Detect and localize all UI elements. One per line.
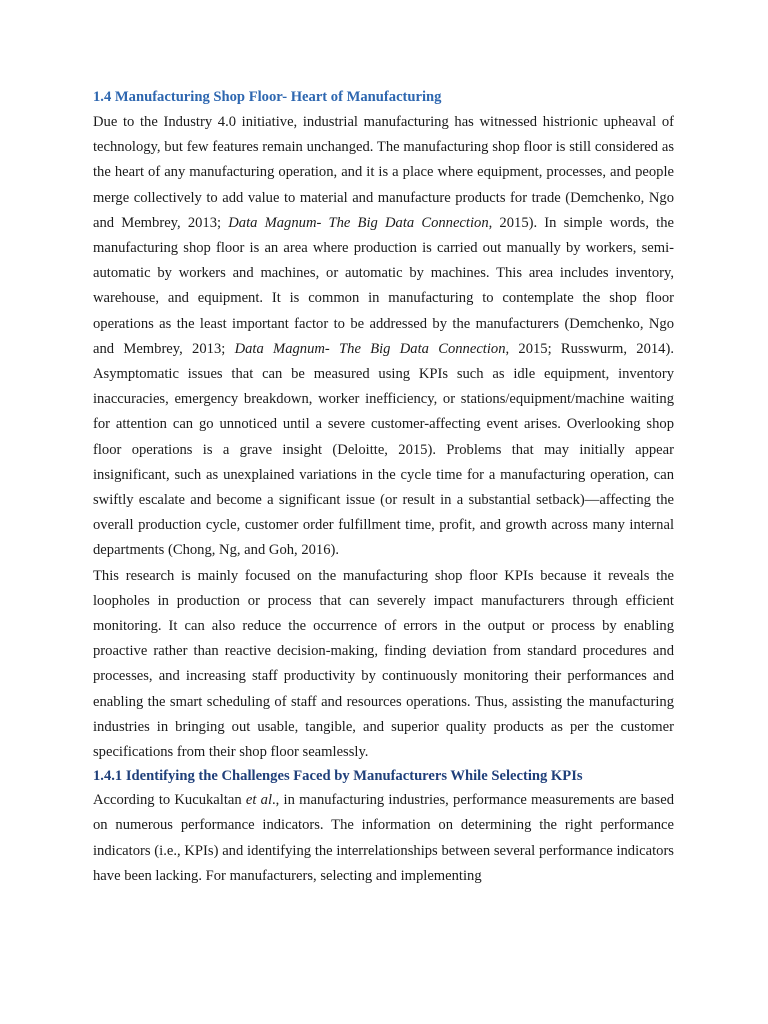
text-run: ., in manufacturing industries, performance measurements are based on numerous performance indicators. The information on determining the right performance indicators (i.e., KPIs) and identifying the interrelationships between several performance indicators have been lacking. For manufacturers, selecting and implementing xyxy=(93,792,674,884)
section-paragraph-1 xyxy=(93,110,674,564)
subsection-heading: 1.4.1 Identifying the Challenges Faced by Manufacturers While Selecting KPIs xyxy=(93,768,583,785)
subsection-paragraph-1 xyxy=(93,788,674,889)
section-paragraph-2: This research is mainly focused on the manufacturing shop floor KPIs because it reveals the loopholes in production or process that can severely impact manufacturers through efficient monitoring. It can also reduce the occurrence of errors in the output or process by enabling proactive rather than reactive decision-making, finding deviation from standard procedures and processes, and increasing staff productivity by continuously monitoring their performances and enabling the smart scheduling of staff and resources operations. Thus, assisting the manufacturing industries in bringing out usable, tangible, and superior quality products as per the customer specifications from their shop floor seamlessly. xyxy=(93,567,674,761)
text-run: Due to the Industry 4.0 initiative, industrial manufacturing has witnessed histrionic upheaval of technology, but few features remain unchanged. The manufacturing shop floor is still considered as the heart of any manufacturing operation, and it is a place where equipment, processes, and people merge collectively to add value to material and manufacture products for trade (Demchenko, Ngo and Membrey, 2013; xyxy=(93,114,674,231)
text-run-italic: Data Magnum- The Big Data Connection xyxy=(228,214,489,231)
document-page xyxy=(93,86,674,889)
text-run: , 2015; Russwurm, 2014). Asymptomatic issues that can be measured using KPIs such as idle equipment, inventory inaccuracies, emergency breakdown, worker inefficiency, or stations/equipment/machine waiting for attention can go unnoticed until a severe customer-affecting event arises. Overlooking shop floor operations is a grave insight (Deloitte, 2015). Problems that may initially appear insignificant, such as unexplained variations in the cycle time for a manufacturing operation, can swiftly escalate and become a significant issue (or result in a substantial setback)—affecting the overall production cycle, customer order fulfillment time, profit, and growth across many internal departments (Chong, Ng, and Goh, 2016). xyxy=(93,340,674,559)
section-heading: 1.4 Manufacturing Shop Floor- Heart of Manufacturing xyxy=(93,89,442,105)
text-run-italic: et al xyxy=(245,792,273,809)
text-run: According to Kucukaltan xyxy=(93,792,246,809)
text-run: , 2015). In simple words, the manufacturing shop floor is an area where production is carried out manually by workers, semi-automatic by workers and machines, or automatic by machines. This area includes inventory, warehouse, and equipment. It is common in manufacturing to contemplate the shop floor operations as the least important factor to be addressed by the manufacturers (Demchenko, Ngo and Membrey, 2013; xyxy=(93,214,674,357)
text-run-italic: Data Magnum- The Big Data Connection xyxy=(234,340,506,357)
